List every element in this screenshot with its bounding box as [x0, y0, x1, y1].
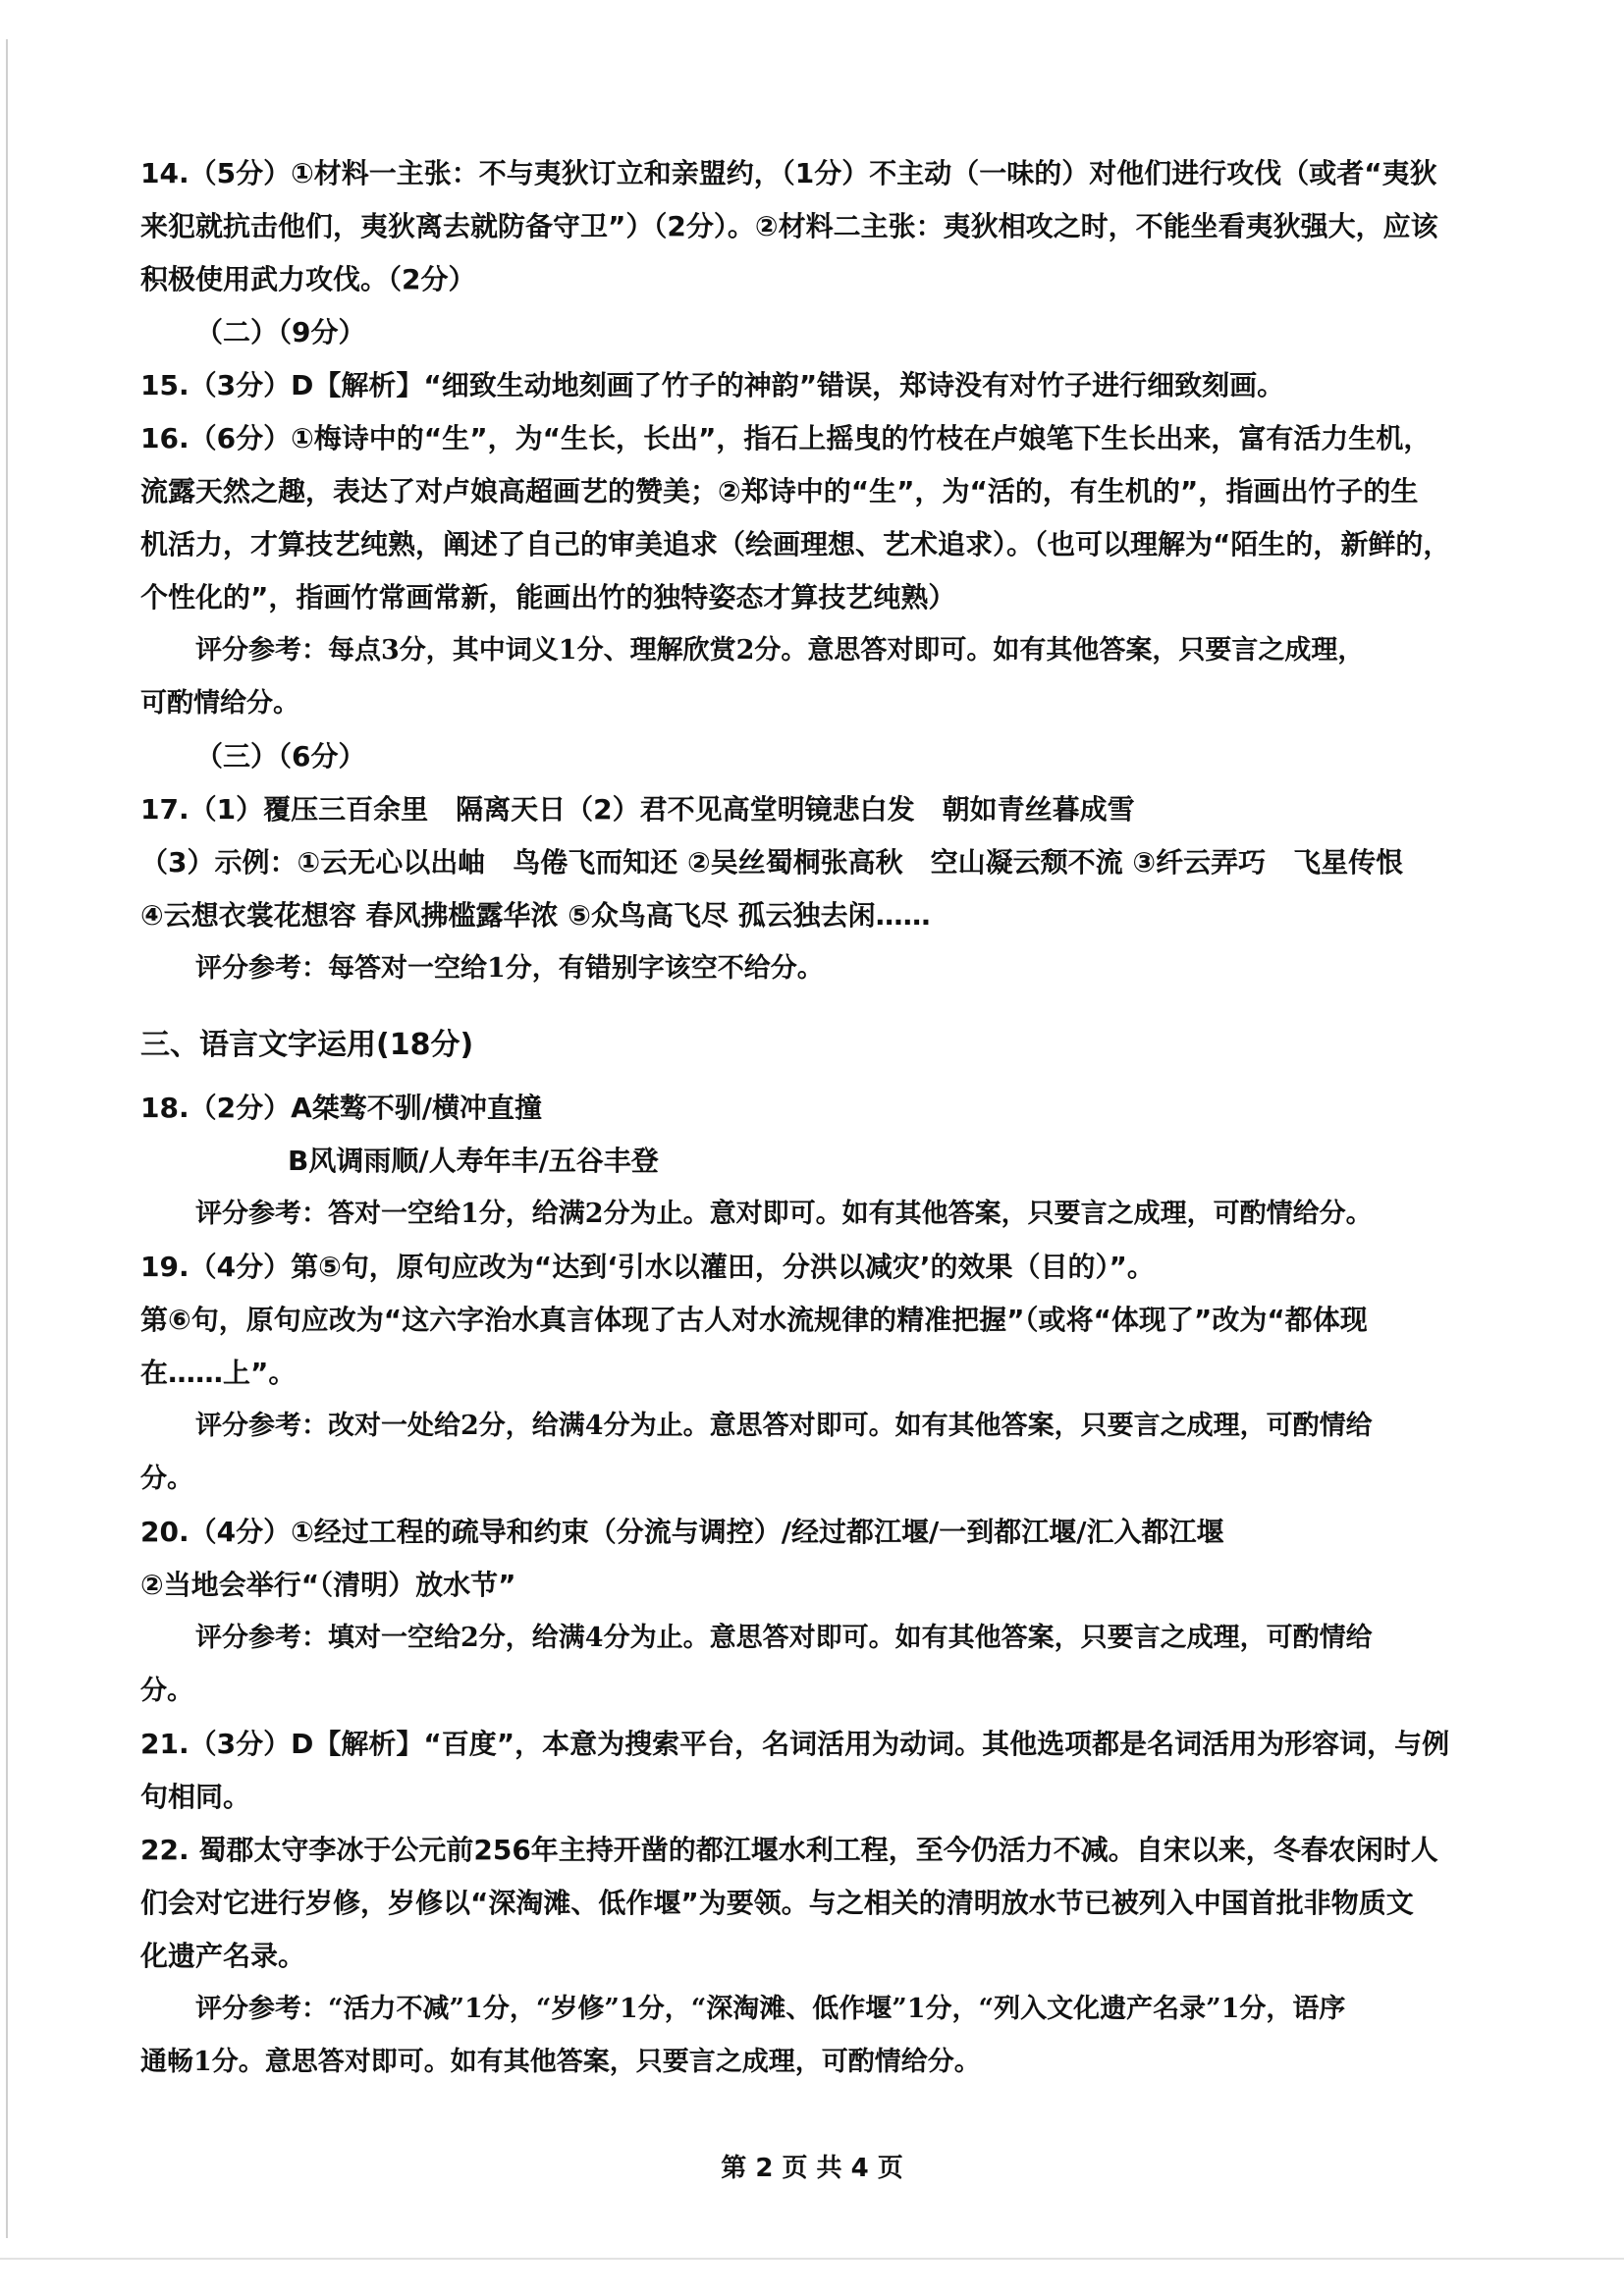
scoring-reference: 评分参考：每答对一空给1分，有错别字该空不给分。 — [195, 953, 824, 984]
scoring-reference: 评分参考：填对一空给2分，给满4分为止。意思答对即可。如有其他答案，只要言之成理，可酌情给 — [195, 1623, 1373, 1653]
scan-edge — [0, 2258, 1624, 2260]
scoring-reference: 分。 — [140, 1464, 193, 1494]
q18-line: B风调雨顺/人寿年丰/五谷丰登 — [288, 1145, 659, 1177]
scoring-reference: 评分参考：“活力不减”1分，“岁修”1分，“深淘滩、低作堰”1分，“列入文化遗产名录”1分，语序 — [195, 1994, 1346, 2024]
section-heading: （三）（6分） — [195, 740, 366, 773]
scoring-reference: 可酌情给分。 — [140, 688, 299, 719]
q16-line: 16.（6分）①梅诗中的“生”，为“生长，长出”，指石上摇曳的竹枝在卢娘笔下生长出来，富有活力生机， — [140, 422, 1432, 454]
q16-line: 流露天然之趣，表达了对卢娘高超画艺的赞美；②郑诗中的“生”，为“活的，有生机的”，指画出竹子的生 — [140, 475, 1419, 507]
scoring-reference: 分。 — [140, 1676, 193, 1706]
q19-line: 在……上”。 — [140, 1357, 297, 1389]
q22-line: 化遗产名录。 — [140, 1940, 306, 1972]
scoring-reference: 评分参考：改对一处给2分，给满4分为止。意思答对即可。如有其他答案，只要言之成理，可酌情给 — [195, 1411, 1373, 1441]
q16-line: 机活力，才算技艺纯熟，阐述了自己的审美追求（绘画理想、艺术追求）。（也可以理解为“陌生的，新鲜的， — [140, 528, 1451, 561]
scoring-reference: 评分参考：每点3分，其中词义1分、理解欣赏2分。意思答对即可。如有其他答案，只要言之成理， — [195, 635, 1365, 666]
q18-line: 18.（2分）A桀骜不驯/横冲直撞 — [140, 1092, 542, 1124]
q20-line: 20.（4分）①经过工程的疏导和约束（分流与调控）/经过都江堰/一到都江堰/汇入都江堰 — [140, 1516, 1224, 1548]
q15-line: 15.（3分）D【解析】“细致生动地刻画了竹子的神韵”错误，郑诗没有对竹子进行细致刻画。 — [140, 369, 1285, 401]
q19-line: 第⑥句，原句应改为“这六字治水真言体现了古人对水流规律的精准把握”（或将“体现了”改为“都体现 — [140, 1304, 1368, 1336]
q22-line: 们会对它进行岁修，岁修以“深淘滩、低作堰”为要领。与之相关的清明放水节已被列入中国首批非物质文 — [140, 1887, 1414, 1919]
answer-sheet-page — [140, 147, 1515, 2089]
q21-line: 句相同。 — [140, 1781, 251, 1813]
section-heading: （二）（9分） — [195, 316, 366, 348]
q14-line: 14.（5分）①材料一主张：不与夷狄订立和亲盟约，（1分）不主动（一味的）对他们进行攻伐（或者“夷狄 — [140, 157, 1437, 189]
scan-edge — [6, 39, 8, 2238]
q22-line: 22. 蜀郡太守李冰于公元前256年主持开凿的都江堰水利工程，至今仍活力不减。自宋以来，冬春农闲时人 — [140, 1834, 1438, 1866]
q14-line: 来犯就抗击他们，夷狄离去就防备守卫”）（2分）。②材料二主张：夷狄相攻之时，不能坐看夷狄强大，应该 — [140, 210, 1438, 242]
q21-line: 21.（3分）D【解析】“百度”，本意为搜索平台，名词活用为动词。其他选项都是名词活用为形容词，与例 — [140, 1728, 1450, 1760]
q19-line: 19.（4分）第⑤句，原句应改为“达到‘引水以灌田，分洪以减灾’的效果（目的）”。 — [140, 1251, 1155, 1283]
q20-line: ②当地会举行“（清明）放水节” — [140, 1569, 516, 1601]
q17-line: ④云想衣裳花想容 春风拂槛露华浓 ⑤众鸟高飞尽 孤云独去闲…… — [140, 899, 931, 932]
scoring-reference: 评分参考：答对一空给1分，给满2分为止。意对即可。如有其他答案，只要言之成理，可酌情给分。 — [195, 1199, 1373, 1229]
page-number: 第 2 页 共 4 页 — [721, 2154, 903, 2183]
q17-line: 17.（1）覆压三百余里 隔离天日（2）君不见高堂明镜悲白发 朝如青丝暮成雪 — [140, 793, 1135, 826]
part-heading: 三、语言文字运用(18分) — [140, 1028, 474, 1062]
scoring-reference: 通畅1分。意思答对即可。如有其他答案，只要言之成理，可酌情给分。 — [140, 2047, 981, 2077]
q17-line: （3）示例：①云无心以出岫 鸟倦飞而知还 ②吴丝蜀桐张高秋 空山凝云颓不流 ③纤云弄巧 飞星传恨 — [140, 846, 1404, 879]
q16-line: 个性化的”，指画竹常画常新，能画出竹的独特姿态才算技艺纯熟） — [140, 581, 956, 614]
q14-line: 积极使用武力攻伐。（2分） — [140, 263, 476, 295]
